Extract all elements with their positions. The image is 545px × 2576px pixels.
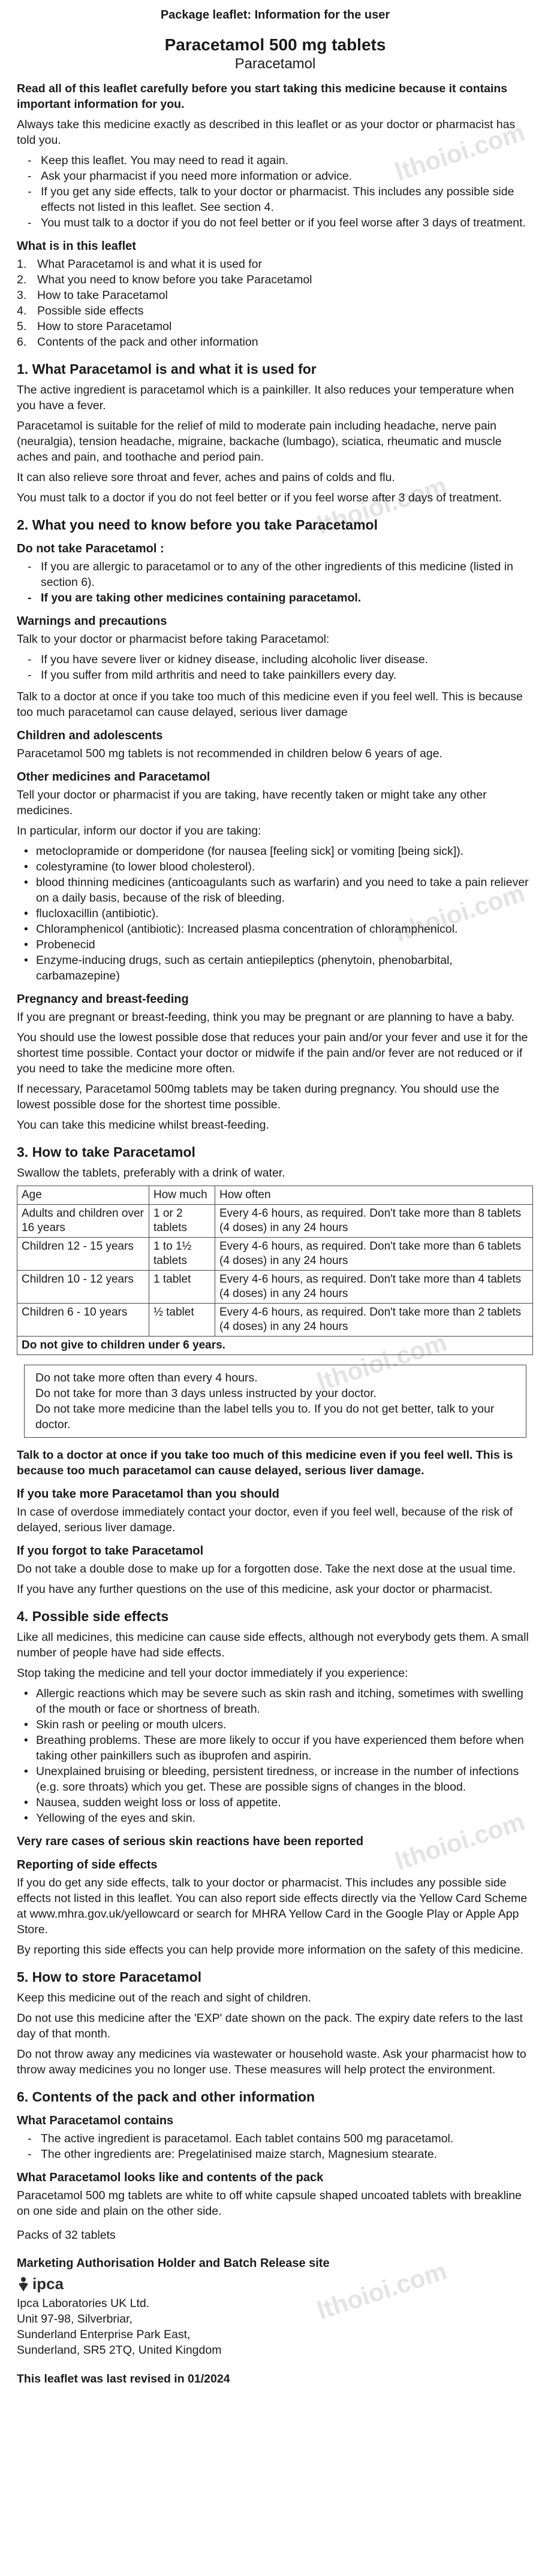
take-more-heading: If you take more Paracetamol than you should (17, 1487, 279, 1501)
list-item: - If you get any side effects, talk to your doctor or pharmacist. This includes any possible side effects not listed in this leaflet. See section 4. (28, 184, 534, 215)
section-4-heading: 4. Possible side effects (17, 1609, 169, 1624)
section-1-paragraph: Paracetamol is suitable for the relief of mild to moderate pain including headache, nerve pain (neuralgia), tension headache, migraine, backache (lumbago), sciatica, rheumatic and muscle aches and pain, and toothache and period pain. (17, 419, 502, 464)
forgot-heading: If you forgot to take Paracetamol (17, 1544, 204, 1558)
table-row (17, 1238, 533, 1271)
section-6-heading: 6. Contents of the pack and other information (17, 2089, 315, 2105)
leaflet-header: Package leaflet: Information for the user (160, 8, 390, 22)
watermark: lthoioi.com (314, 1328, 450, 1396)
list-item: • Allergic reactions which may be severe such as skin rash and itching, sometimes with swelling of the mouth or face or shortness of breath. (23, 1686, 534, 1717)
table-footer-cell: Do not give to children under 6 years. (17, 1337, 533, 1355)
contains-list (17, 2131, 534, 2162)
list-item: - You must talk to a doctor if you do not feel better or if you feel worse after 3 days of treatment. (28, 215, 534, 231)
dosage-warning-box (24, 1365, 526, 1438)
pregnancy-paragraph: You should use the lowest possible dose that reduces your pain and/or your fever and use it for the shortest time possible. Contact your doctor or midwife if the pain and/or fever are not reduced or if you need to take the medicine more often. (17, 1031, 528, 1075)
box-line: Do not take more often than every 4 hours. (35, 1371, 258, 1384)
pregnancy-paragraph: If you are pregnant or breast-feeding, think you may be pregnant or are planning to have a baby. (17, 1011, 515, 1024)
mah-heading: Marketing Authorisation Holder and Batch Release site (17, 2257, 330, 2270)
do-not-take-heading: Do not take Paracetamol : (17, 542, 164, 555)
contents-list (17, 256, 534, 350)
section-4-paragraph: Stop taking the medicine and tell your doctor immediately if you experience: (17, 1667, 408, 1680)
rare-cases-heading: Very rare cases of serious skin reactions have been reported (17, 1835, 364, 1848)
watermark: lthoioi.com (392, 1807, 528, 1876)
product-title: Paracetamol 500 mg tablets (164, 35, 386, 54)
table-cell: 1 tablet (149, 1271, 215, 1304)
list-item: • Chloramphenicol (antibiotic): Increased plasma concentration of chloramphenicol. (23, 921, 534, 937)
list-item: - Keep this leaflet. You may need to read it again. (28, 153, 534, 168)
table-header-cell: How often (215, 1186, 533, 1205)
table-header-cell: How much (149, 1186, 215, 1205)
table-cell: Children 6 - 10 years (17, 1304, 149, 1337)
pack-size: Packs of 32 tablets (17, 2229, 116, 2242)
overdose-warning: Talk to a doctor at once if you take too much of this medicine even if you feel well. This is because too much paracetamol can cause delayed, serious liver damage. (17, 1449, 513, 1477)
other-medicines-list (17, 843, 534, 984)
children-paragraph: Paracetamol 500 mg tablets is not recommended in children below 6 years of age. (17, 747, 442, 760)
watermark: lthoioi.com (392, 117, 528, 186)
looks-like-heading: What Paracetamol looks like and contents of the pack (17, 2171, 324, 2184)
warnings-list (17, 652, 534, 683)
section-4-paragraph: Like all medicines, this medicine can cause side effects, although not everybody gets them. A small number of people have had side effects. (17, 1631, 529, 1659)
box-line: Do not take for more than 3 days unless instructed by your doctor. (35, 1387, 377, 1400)
table-header-row (17, 1186, 533, 1205)
list-item: • Breathing problems. These are more likely to occur if you have experienced them before when taking other painkillers such as ibuprofen and aspirin. (23, 1733, 534, 1764)
table-footer-row (17, 1337, 533, 1355)
ipca-logo (17, 2275, 534, 2293)
leaflet-page (17, 8, 534, 2391)
list-item: - If you are allergic to paracetamol or to any of the other ingredients of this medicine (listed in section 6). (28, 559, 534, 590)
section-5-paragraph: Do not throw away any medicines via wastewater or household waste. Ask your pharmacist how to throw away medicines you no longer use. These measures will help protect the environment. (17, 2048, 526, 2076)
section-1-paragraph: You must talk to a doctor if you do not feel better or if you feel worse after 3 days of treatment. (17, 491, 502, 504)
list-item: - The other ingredients are: Pregelatinised maize starch, Magnesium stearate. (28, 2146, 534, 2162)
list-item: • colestyramine (to lower blood cholesterol). (23, 859, 534, 875)
forgot-paragraph: Do not take a double dose to make up for a forgotten dose. Take the next dose at the usual time. (17, 1562, 516, 1576)
dosage-table (17, 1186, 533, 1355)
looks-like-paragraph: Paracetamol 500 mg tablets are white to off white capsule shaped uncoated tablets with breakline on one side and plain on the other side. (17, 2189, 522, 2218)
section-5-heading: 5. How to store Paracetamol (17, 1969, 202, 1985)
ipca-logo-text: ipca (32, 2275, 64, 2293)
list-item: 3. How to take Paracetamol (17, 289, 168, 302)
watermark: lthoioi.com (392, 878, 528, 947)
list-item: • flucloxacillin (antibiotic). (23, 906, 534, 921)
address-line: Sunderland Enterprise Park East, (17, 2328, 191, 2341)
table-cell: Children 10 - 12 years (17, 1271, 149, 1304)
list-item: • Skin rash or peeling or mouth ulcers. (23, 1717, 534, 1733)
list-item: 5. How to store Paracetamol (17, 320, 172, 333)
address-line: Ipca Laboratories UK Ltd. (17, 2297, 150, 2310)
list-item: • metoclopramide or domperidone (for nausea [feeling sick] or vomiting [being sick]). (23, 843, 534, 859)
table-cell: Every 4-6 hours, as required. Don't take more than 6 tablets (4 doses) in any 24 hours (215, 1238, 533, 1271)
watermark: lthoioi.com (314, 2256, 450, 2325)
section-1-heading: 1. What Paracetamol is and what it is used for (17, 361, 317, 377)
list-item: - If you suffer from mild arthritis and need to take painkillers every day. (28, 667, 534, 683)
list-item: - The active ingredient is paracetamol. Each tablet contains 500 mg paracetamol. (28, 2131, 534, 2146)
contents-heading: What is in this leaflet (17, 240, 136, 253)
section-5-paragraph: Do not use this medicine after the 'EXP' date shown on the pack. The expiry date refers to the last day of that month. (17, 2012, 523, 2040)
side-effects-list (17, 1686, 534, 1826)
ipca-logo-icon (17, 2276, 30, 2292)
table-cell: Every 4-6 hours, as required. Don't take more than 8 tablets (4 doses) in any 24 hours (215, 1205, 533, 1238)
table-row (17, 1304, 533, 1337)
table-cell: Every 4-6 hours, as required. Don't take more than 4 tablets (4 doses) in any 24 hours (215, 1271, 533, 1304)
table-cell: Children 12 - 15 years (17, 1238, 149, 1271)
contains-heading: What Paracetamol contains (17, 2114, 174, 2127)
intro-text: Always take this medicine exactly as described in this leaflet or as your doctor or pharmacist has told you. (17, 118, 516, 147)
table-cell: 1 or 2 tablets (149, 1205, 215, 1238)
pregnancy-paragraph: You can take this medicine whilst breast-feeding. (17, 1118, 269, 1132)
pregnancy-heading: Pregnancy and breast-feeding (17, 993, 189, 1006)
list-item: 2. What you need to know before you take Paracetamol (17, 273, 312, 286)
list-item: 6. Contents of the pack and other information (17, 335, 258, 349)
warnings-intro: Talk to your doctor or pharmacist before taking Paracetamol: (17, 633, 330, 646)
table-row (17, 1271, 533, 1304)
intro-list (17, 153, 534, 231)
list-item: • blood thinning medicines (anticoagulants such as warfarin) and you need to take a pain reliever on a daily basis, because of the risk of bleeding. (23, 875, 534, 906)
list-item: 4. Possible side effects (17, 304, 144, 318)
do-not-take-list (17, 559, 534, 606)
section-1-paragraph: The active ingredient is paracetamol which is a painkiller. It also reduces your temperature when you have a fever. (17, 383, 514, 412)
section-3-paragraph: Swallow the tablets, preferably with a drink of water. (17, 1166, 285, 1180)
reporting-paragraph: By reporting this side effects you can help provide more information on the safety of this medicine. (17, 1943, 524, 1957)
other-medicines-heading: Other medicines and Paracetamol (17, 770, 210, 784)
take-more-paragraph: In case of overdose immediately contact your doctor, even if you feel well, because of the risk of delayed, serious liver damage. (17, 1505, 513, 1534)
list-item: - Ask your pharmacist if you need more information or advice. (28, 168, 534, 184)
reporting-paragraph: If you do get any side effects, talk to your doctor or pharmacist. This includes any possible side effects not listed in this leaflet. You can also report side effects directly via the Yellow Card Scheme at www.mhra.gov.uk/yellowcard or search for MHRA Yellow Card in the Google Play or Apple App Store. (17, 1876, 528, 1936)
company-address (17, 2296, 534, 2358)
intro-warning: Read all of this leaflet carefully before you start taking this medicine because it contains important information for you. (17, 82, 508, 111)
table-row (17, 1205, 533, 1238)
revision-date: This leaflet was last revised in 01/2024 (17, 2372, 230, 2385)
box-line: Do not take more medicine than the label tells you to. If you do not get better, talk to your doctor. (35, 1402, 495, 1431)
warnings-heading: Warnings and precautions (17, 615, 167, 628)
product-subtitle: Paracetamol (234, 56, 316, 72)
table-header-cell: Age (17, 1186, 149, 1205)
list-item: • Unexplained bruising or bleeding, persistent tiredness, or increase in the number of infections (e.g. sore throats) which you get. These are possible signs of changes in the blood. (23, 1764, 534, 1795)
pregnancy-paragraph: If necessary, Paracetamol 500mg tablets may be taken during pregnancy. You should use the lowest possible dose for the shortest time possible. (17, 1083, 499, 1111)
section-3-heading: 3. How to take Paracetamol (17, 1144, 195, 1160)
section-2-heading: 2. What you need to know before you take Paracetamol (17, 517, 378, 533)
list-item: - If you have severe liver or kidney disease, including alcoholic liver disease. (28, 652, 534, 667)
reporting-heading: Reporting of side effects (17, 1858, 158, 1871)
list-item: • Yellowing of the eyes and skin. (23, 1810, 534, 1826)
table-cell: 1 to 1½ tablets (149, 1238, 215, 1271)
address-line: Sunderland, SR5 2TQ, United Kingdom (17, 2344, 222, 2357)
list-item: 1. What Paracetamol is and what it is used for (17, 258, 263, 271)
table-cell: Adults and children over 16 years (17, 1205, 149, 1238)
list-item: - If you are taking other medicines containing paracetamol. (28, 590, 534, 606)
table-cell: ½ tablet (149, 1304, 215, 1337)
other-medicines-paragraph: Tell your doctor or pharmacist if you are taking, have recently taken or might take any other medicines. (17, 788, 487, 817)
section-5-paragraph: Keep this medicine out of the reach and sight of children. (17, 1991, 312, 2004)
section-1-paragraph: It can also relieve sore throat and fever, aches and pains of colds and flu. (17, 471, 395, 484)
list-item: • Nausea, sudden weight loss or loss of appetite. (23, 1795, 534, 1810)
address-line: Unit 97-98, Silverbriar, (17, 2312, 133, 2326)
list-item: • Enzyme-inducing drugs, such as certain antiepileptics (phenytoin, phenobarbital, carbamazepine) (23, 953, 534, 984)
children-heading: Children and adolescents (17, 729, 163, 742)
list-item: • Probenecid (23, 937, 534, 953)
table-cell: Every 4-6 hours, as required. Don't take more than 2 tablets (4 doses) in any 24 hours (215, 1304, 533, 1337)
warnings-paragraph: Talk to a doctor at once if you take too much of this medicine even if you feel well. This is because too much paracetamol can cause delayed, serious liver damage (17, 690, 523, 719)
watermark: lthoioi.com (314, 471, 450, 540)
other-medicines-intro: In particular, inform our doctor if you are taking: (17, 824, 261, 837)
questions-paragraph: If you have any further questions on the use of this medicine, ask your doctor or pharmacist. (17, 1583, 493, 1596)
